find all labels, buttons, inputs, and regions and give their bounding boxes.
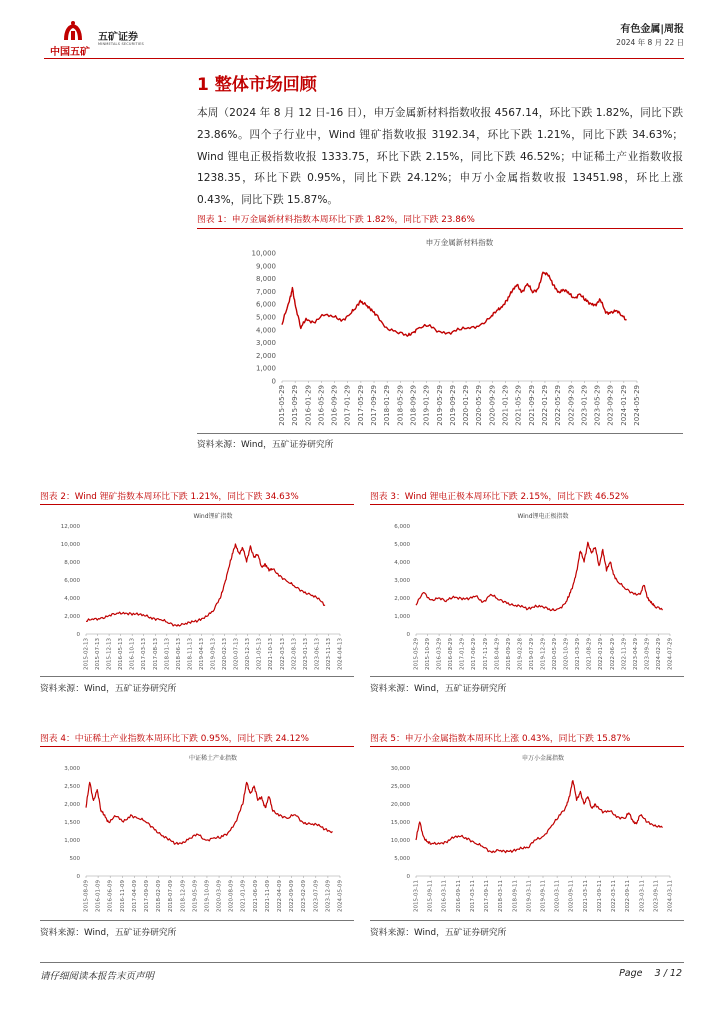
logo-brand-name: 五矿证券 (98, 32, 138, 43)
x-tick-label: 2017-09-09 (143, 880, 150, 912)
x-tick-label: 2020-05-29 (475, 385, 484, 426)
x-tick-label: 2021-09-11 (596, 880, 603, 912)
x-tick-label: 2018-06-13 (175, 638, 182, 670)
y-tick-label: 3,000 (64, 765, 80, 772)
x-tick-label: 2020-05-29 (552, 638, 559, 670)
x-tick-label: 2017-06-29 (471, 638, 478, 670)
y-tick-label: 1,500 (64, 819, 80, 826)
x-tick-label: 2017-01-29 (343, 385, 352, 426)
x-tick-label: 2020-08-09 (228, 880, 235, 912)
y-tick-label: 1,000 (255, 364, 276, 373)
figure-2-source-rule (40, 676, 354, 677)
figure-5-caption: 图表 5：申万小金属指数本周环比上涨 0.43%，同比下跌 15.87% (370, 734, 631, 744)
x-tick-label: 2019-03-11 (526, 880, 533, 912)
x-tick-label: 2016-11-09 (119, 880, 126, 912)
x-tick-label: 2022-03-13 (279, 638, 286, 670)
x-tick-label: 2017-11-29 (482, 638, 489, 670)
y-tick-label: 0 (406, 631, 410, 638)
chart-2-title: Wind锂矿指数 (193, 513, 233, 520)
y-tick-label: 4,000 (64, 595, 80, 602)
y-tick-label: 4,000 (394, 559, 410, 566)
figure-3-caption-rule (370, 504, 684, 505)
x-tick-label: 2020-03-09 (216, 880, 223, 912)
section-title: 1 整体市场回顾 (197, 75, 317, 95)
y-tick-label: 0 (76, 631, 80, 638)
figure-4-source: 资料来源：Wind，五矿证券研究所 (40, 928, 177, 938)
x-tick-label: 2022-11-29 (621, 638, 628, 670)
x-tick-label: 2022-09-11 (625, 880, 632, 912)
logo-cn-name: 中国五矿 (50, 47, 90, 58)
x-tick-label: 2022-05-29 (554, 385, 563, 426)
company-logo (44, 20, 174, 56)
x-tick-label: 2024-05-29 (633, 385, 641, 426)
x-tick-label: 2015-03-11 (413, 880, 420, 912)
x-tick-label: 2016-03-11 (441, 880, 448, 912)
x-tick-label: 2019-01-29 (422, 385, 431, 426)
x-tick-label: 2019-10-09 (204, 880, 211, 912)
x-tick-label: 2018-09-11 (512, 880, 519, 912)
figure-2-caption-rule (40, 504, 354, 505)
figure-1-chart (197, 231, 683, 431)
chart-4-series-line (86, 782, 333, 844)
x-tick-label: 2023-09-11 (653, 880, 660, 912)
figure-4-chart (40, 748, 354, 918)
x-tick-label: 2018-03-11 (498, 880, 505, 912)
footer-disclaimer-note: 请仔细阅读本报告末页声明 (40, 971, 155, 982)
x-tick-label: 2021-06-09 (252, 880, 259, 912)
x-tick-label: 2016-08-29 (448, 638, 455, 670)
figure-2-chart (40, 506, 354, 674)
logo-brand-en: MINMETALS SECURITIES (98, 42, 144, 46)
x-tick-label: 2019-09-11 (540, 880, 547, 912)
figure-1-source-rule (197, 433, 683, 434)
x-tick-label: 2016-01-09 (95, 880, 102, 912)
y-tick-label: 3,000 (255, 339, 276, 348)
y-tick-label: 8,000 (64, 559, 80, 566)
x-tick-label: 2022-01-29 (540, 385, 549, 426)
chart-3-svg (370, 506, 684, 674)
x-tick-label: 2021-03-29 (575, 638, 582, 670)
x-tick-label: 2023-01-13 (302, 638, 309, 670)
x-tick-label: 2021-11-09 (264, 880, 271, 912)
chart-3-title: Wind锂电正极指数 (517, 513, 569, 520)
y-tick-label: 4,000 (255, 326, 276, 335)
figure-5-source-rule (370, 920, 684, 921)
y-tick-label: 0 (76, 873, 80, 880)
x-tick-label: 2020-12-13 (245, 638, 252, 670)
x-tick-label: 2017-05-29 (356, 385, 365, 426)
y-tick-label: 12,000 (60, 523, 80, 530)
x-tick-label: 2018-07-09 (168, 880, 175, 912)
x-tick-label: 2020-07-13 (233, 638, 240, 670)
chart-4-svg (40, 748, 354, 918)
y-tick-label: 500 (69, 855, 80, 862)
x-tick-label: 2016-06-09 (107, 880, 114, 912)
x-tick-label: 2023-04-29 (632, 638, 639, 670)
y-tick-label: 2,000 (255, 351, 276, 360)
chart-5-svg (370, 748, 684, 918)
y-tick-label: 1,000 (394, 613, 410, 620)
x-tick-label: 2017-09-11 (484, 880, 491, 912)
figure-4-source-rule (40, 920, 354, 921)
figure-3-source: 资料来源：Wind，五矿证券研究所 (370, 684, 507, 694)
x-tick-label: 2023-05-29 (593, 385, 602, 426)
y-tick-label: 1,000 (64, 837, 80, 844)
y-tick-label: 25,000 (390, 783, 410, 790)
chart-3-series-line (416, 542, 663, 610)
x-tick-label: 2021-05-13 (256, 638, 263, 670)
x-tick-label: 2019-05-09 (192, 880, 199, 912)
x-tick-label: 2018-01-29 (383, 385, 392, 426)
y-tick-label: 2,000 (394, 595, 410, 602)
x-tick-label: 2019-07-29 (528, 638, 535, 670)
chart-1-title: 申万金属新材料指数 (425, 238, 494, 247)
x-tick-label: 2024-04-13 (337, 638, 344, 670)
y-tick-label: 3,000 (394, 577, 410, 584)
x-tick-label: 2015-09-29 (291, 385, 300, 426)
figure-2-caption: 图表 2：Wind 锂矿指数本周环比下跌 1.21%，同比下跌 34.63% (40, 492, 299, 502)
x-tick-label: 2018-04-29 (494, 638, 501, 670)
x-tick-label: 2019-12-29 (540, 638, 547, 670)
x-tick-label: 2021-01-09 (240, 880, 247, 912)
y-tick-label: 0 (271, 377, 276, 386)
y-tick-label: 20,000 (390, 801, 410, 808)
figure-3-source-rule (370, 676, 684, 677)
x-tick-label: 2023-01-29 (580, 385, 589, 426)
x-tick-label: 2024-02-29 (655, 638, 662, 670)
y-tick-label: 10,000 (251, 249, 276, 258)
x-tick-label: 2022-03-11 (611, 880, 618, 912)
figure-1-caption: 图表 1：申万金属新材料指数本周环比下跌 1.82%，同比下跌 23.86% (197, 215, 475, 225)
x-tick-label: 2023-07-09 (313, 880, 320, 912)
figure-1-source: 资料来源：Wind，五矿证券研究所 (197, 440, 334, 450)
chart-1-series-line (282, 272, 627, 336)
page-number-value: 3 / 12 (654, 968, 682, 979)
x-tick-label: 2017-03-11 (469, 880, 476, 912)
figure-5-chart (370, 748, 684, 918)
figure-1-caption-rule (197, 228, 683, 229)
y-tick-label: 7,000 (255, 287, 276, 296)
x-tick-label: 2020-10-29 (563, 638, 570, 670)
y-tick-label: 9,000 (255, 262, 276, 271)
x-tick-label: 2019-05-29 (435, 385, 444, 426)
x-tick-label: 2016-10-13 (129, 638, 136, 670)
section-paragraph: 本周（2024 年 8 月 12 日-16 日），申万金属新材料指数收报 4567.14，环比下跌 1.82%，同比下跌 23.86%。四个子行业中，Wind 锂矿指数收报 3192.34，环比下跌 1.21%，同比下跌 34.63%；Wind 锂电正极指数收报 1333.75，环比下跌 2.15%，同比下跌 46.52%；中证稀土产业指数收报 1238.35，环比下跌 0.95%，同比下跌 24.12%；申万小金属指数收报 13451.98，环比上涨 0.43%，同比下跌 15.87%。 (197, 107, 683, 207)
x-tick-label: 2018-12-09 (180, 880, 187, 912)
x-tick-label: 2016-03-29 (436, 638, 443, 670)
y-tick-label: 2,500 (64, 783, 80, 790)
chart-4-title: 中证稀土产业指数 (188, 755, 238, 762)
x-tick-label: 2016-01-29 (304, 385, 313, 426)
x-tick-label: 2021-08-29 (586, 638, 593, 670)
page-number (619, 968, 682, 979)
y-tick-label: 30,000 (390, 765, 410, 772)
x-tick-label: 2016-09-11 (455, 880, 462, 912)
x-tick-label: 2021-05-29 (514, 385, 523, 426)
figure-5-caption-rule (370, 746, 684, 747)
y-tick-label: 8,000 (255, 275, 276, 284)
x-tick-label: 2018-11-13 (187, 638, 194, 670)
x-tick-label: 2019-04-13 (198, 638, 205, 670)
chart-2-svg (40, 506, 354, 674)
x-tick-label: 2015-05-29 (278, 385, 286, 426)
x-tick-label: 2024-01-29 (619, 385, 628, 426)
y-tick-label: 2,000 (64, 801, 80, 808)
x-tick-label: 2018-09-29 (505, 638, 512, 670)
x-tick-label: 2023-09-29 (644, 638, 651, 670)
x-tick-label: 2017-09-29 (370, 385, 379, 426)
x-tick-label: 2022-09-29 (567, 385, 576, 426)
x-tick-label: 2023-06-13 (314, 638, 321, 670)
x-tick-label: 2023-12-09 (325, 880, 332, 912)
y-tick-label: 10,000 (60, 541, 80, 548)
y-tick-label: 15,000 (390, 819, 410, 826)
x-tick-label: 2021-09-29 (527, 385, 536, 426)
x-tick-label: 2016-05-13 (118, 638, 125, 670)
x-tick-label: 2020-01-29 (462, 385, 471, 426)
y-tick-label: 0 (406, 873, 410, 880)
figure-3-caption: 图表 3：Wind 锂电正极本周环比下跌 2.15%，同比下跌 46.52% (370, 492, 629, 502)
x-tick-label: 2018-09-29 (409, 385, 418, 426)
x-tick-label: 2022-06-29 (609, 638, 616, 670)
page-label: Page (619, 968, 643, 979)
x-tick-label: 2020-02-13 (222, 638, 229, 670)
chart-5-series-line (416, 781, 663, 853)
x-tick-label: 2024-03-11 (667, 880, 674, 912)
x-tick-label: 2017-01-29 (459, 638, 466, 670)
x-tick-label: 2019-02-28 (517, 638, 524, 670)
x-tick-label: 2018-01-13 (164, 638, 171, 670)
x-tick-label: 2020-09-29 (488, 385, 497, 426)
chart-5-title: 申万小金属指数 (521, 755, 565, 762)
x-tick-label: 2022-01-29 (598, 638, 605, 670)
header-divider (44, 58, 684, 59)
x-tick-label: 2016-05-29 (317, 385, 326, 426)
x-tick-label: 2015-05-29 (413, 638, 420, 670)
figure-5-source: 资料来源：Wind，五矿证券研究所 (370, 928, 507, 938)
figure-4-caption: 图表 4：中证稀土产业指数本周环比下跌 0.95%，同比下跌 24.12% (40, 734, 310, 744)
minmetals-emblem-icon (61, 20, 85, 42)
chart-2-series-line (86, 544, 325, 626)
y-tick-label: 6,000 (394, 523, 410, 530)
chart-1-svg (197, 231, 683, 431)
x-tick-label: 2015-12-13 (106, 638, 113, 670)
x-tick-label: 2021-10-13 (268, 638, 275, 670)
x-tick-label: 2018-02-09 (156, 880, 163, 912)
x-tick-label: 2015-08-09 (83, 880, 90, 912)
x-tick-label: 2023-02-09 (301, 880, 308, 912)
y-tick-label: 10,000 (390, 837, 410, 844)
x-tick-label: 2023-11-13 (325, 638, 332, 670)
figure-4-caption-rule (40, 746, 354, 747)
x-tick-label: 2022-09-09 (289, 880, 296, 912)
x-tick-label: 2018-05-29 (396, 385, 405, 426)
x-tick-label: 2017-03-13 (141, 638, 148, 670)
x-tick-label: 2015-09-11 (427, 880, 434, 912)
figure-2-source: 资料来源：Wind，五矿证券研究所 (40, 684, 177, 694)
x-tick-label: 2015-02-13 (83, 638, 90, 670)
x-tick-label: 2020-09-11 (568, 880, 575, 912)
x-tick-label: 2023-03-11 (639, 880, 646, 912)
y-tick-label: 6,000 (255, 300, 276, 309)
x-tick-label: 2023-09-29 (606, 385, 615, 426)
x-tick-label: 2024-07-29 (667, 638, 674, 670)
y-tick-label: 2,000 (64, 613, 80, 620)
y-tick-label: 5,000 (394, 541, 410, 548)
footer-divider (40, 962, 684, 963)
x-tick-label: 2015-10-29 (425, 638, 432, 670)
x-tick-label: 2022-04-09 (277, 880, 284, 912)
y-tick-label: 5,000 (394, 855, 410, 862)
x-tick-label: 2016-09-29 (330, 385, 339, 426)
x-tick-label: 2024-05-09 (337, 880, 344, 912)
y-tick-label: 5,000 (255, 313, 276, 322)
y-tick-label: 6,000 (64, 577, 80, 584)
x-tick-label: 2019-09-29 (448, 385, 457, 426)
x-tick-label: 2017-08-13 (152, 638, 159, 670)
x-tick-label: 2015-07-13 (95, 638, 102, 670)
figure-3-chart (370, 506, 684, 674)
x-tick-label: 2021-03-11 (582, 880, 589, 912)
x-tick-label: 2021-01-29 (501, 385, 510, 426)
x-tick-label: 2019-09-13 (210, 638, 217, 670)
x-tick-label: 2020-03-11 (554, 880, 561, 912)
report-date: 2024 年 8 月 22 日 (616, 38, 684, 47)
x-tick-label: 2022-08-13 (291, 638, 298, 670)
x-tick-label: 2017-04-09 (131, 880, 138, 912)
report-title: 有色金属|周报 (620, 24, 684, 35)
